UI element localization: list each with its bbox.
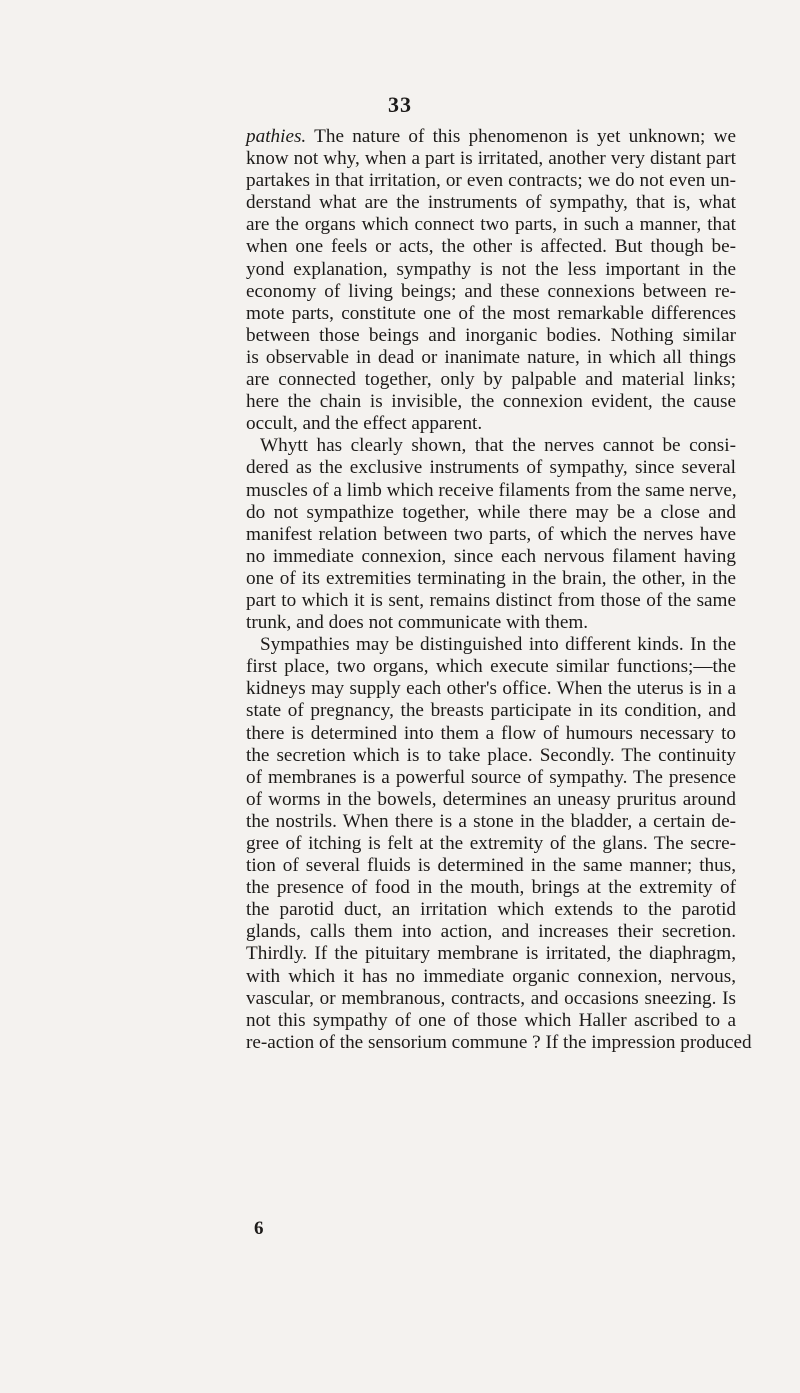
text-line: part to which it is sent, remains distinct from those of the same bbox=[246, 589, 736, 611]
text-line: not this sympathy of one of those which Haller ascribed to a bbox=[246, 1009, 736, 1031]
signature-mark: 6 bbox=[254, 1218, 264, 1239]
text-line: of worms in the bowels, determines an uneasy pruritus around bbox=[246, 788, 736, 810]
text-line: the presence of food in the mouth, brings at the extremity of bbox=[246, 877, 736, 899]
text-line: are connected together, only by palpable and material links; bbox=[246, 369, 736, 391]
text-line: of membranes is a powerful source of sympathy. The presence bbox=[246, 766, 736, 788]
text-line: are the organs which connect two parts, in such a manner, that bbox=[246, 214, 736, 236]
text-line: pathies. The nature of this phenomenon is yet unknown; we bbox=[246, 126, 736, 147]
text-line: when one feels or acts, the other is affected. But though be- bbox=[246, 236, 736, 258]
text-line: know not why, when a part is irritated, another very distant part bbox=[246, 148, 736, 170]
text-line: manifest relation between two parts, of which the nerves have bbox=[246, 523, 736, 545]
text-line: first place, two organs, which execute similar functions;—the bbox=[246, 656, 736, 678]
text-line: Sympathies may be distinguished into different kinds. In the bbox=[260, 634, 736, 656]
text-line: tion of several fluids is determined in the same manner; thus, bbox=[246, 855, 736, 877]
text-line: state of pregnancy, the breasts participate in its condition, and bbox=[246, 700, 736, 722]
text-line: here the chain is invisible, the connexion evident, the cause bbox=[246, 391, 736, 413]
text-line: Whytt has clearly shown, that the nerves cannot be consi- bbox=[260, 435, 736, 457]
text-line: the nostrils. When there is a stone in the bladder, a certain de- bbox=[246, 810, 736, 832]
text-line: gree of itching is felt at the extremity of the glans. The secre- bbox=[246, 833, 736, 854]
text-line: Thirdly. If the pituitary membrane is irritated, the diaphragm, bbox=[246, 943, 736, 965]
body-text bbox=[246, 126, 752, 1054]
text-line: one of its extremities terminating in the brain, the other, in the bbox=[246, 567, 736, 589]
text-line: trunk, and does not communicate with them. bbox=[246, 612, 589, 634]
text-line: dered as the exclusive instruments of sympathy, since several bbox=[246, 457, 736, 479]
text-line: glands, calls them into action, and increases their secretion. bbox=[246, 921, 736, 943]
text-line: there is determined into them a flow of humours necessary to bbox=[246, 722, 736, 744]
text-line: muscles of a limb which receive filaments from the same nerve, bbox=[246, 479, 737, 501]
text-line: yond explanation, sympathy is not the less important in the bbox=[246, 258, 736, 280]
text-line: do not sympathize together, while there may be a close and bbox=[246, 501, 736, 523]
text-line: economy of living beings; and these connexions between re- bbox=[246, 280, 736, 302]
text-line: occult, and the effect apparent. bbox=[246, 413, 483, 435]
page-number: 33 bbox=[388, 92, 412, 117]
text-line: derstand what are the instruments of sympathy, that is, what bbox=[246, 192, 736, 214]
text-line: the secretion which is to take place. Secondly. The continuity bbox=[246, 744, 736, 766]
text-line: kidneys may supply each other's office. When the uterus is in a bbox=[246, 678, 736, 700]
text-line: partakes in that irritation, or even contracts; we do not even un- bbox=[246, 170, 736, 192]
text-line: no immediate connexion, since each nervous filament having bbox=[246, 545, 736, 567]
text-line: mote parts, constitute one of the most remarkable differences bbox=[246, 302, 736, 324]
text-line: vascular, or membranous, contracts, and occasions sneezing. Is bbox=[246, 987, 736, 1009]
text-line: re-action of the sensorium commune ? If the impression produced bbox=[246, 1031, 752, 1053]
text-line: between those beings and inorganic bodies. Nothing similar bbox=[246, 324, 736, 346]
text-line: the parotid duct, an irritation which extends to the parotid bbox=[246, 899, 736, 921]
text-line: with which it has no immediate organic connexion, nervous, bbox=[246, 965, 736, 987]
text-line: is observable in dead or inanimate nature, in which all things bbox=[246, 346, 736, 368]
